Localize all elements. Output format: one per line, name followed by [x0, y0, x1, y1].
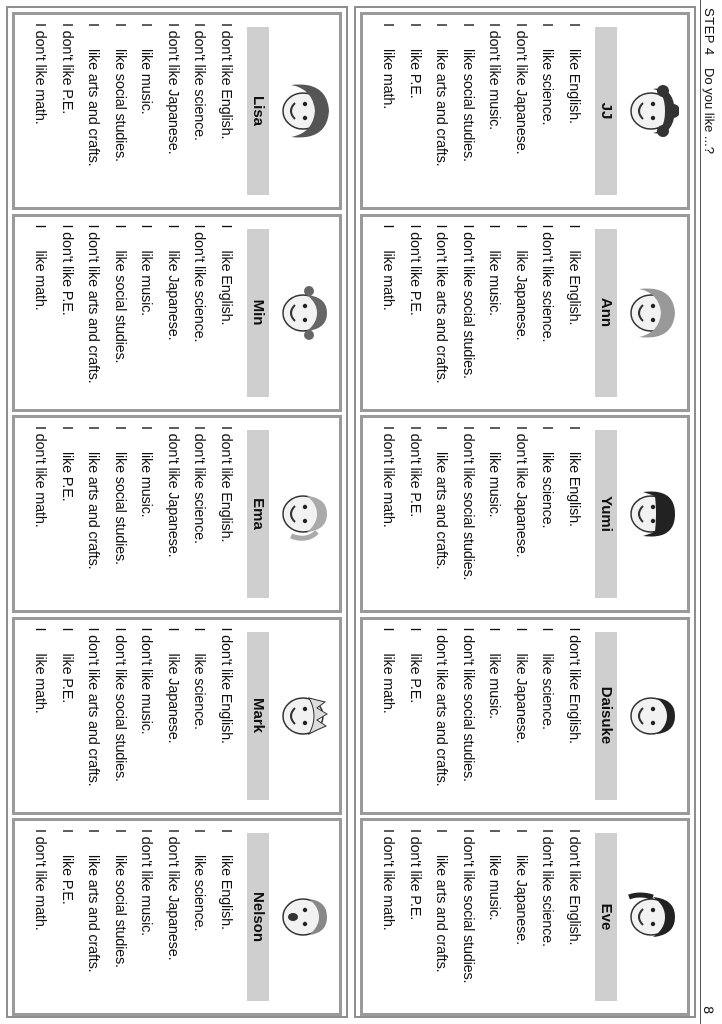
preference-line — [375, 628, 402, 808]
negative-pronoun: I don't — [433, 627, 450, 666]
wavy-hair-girl-face-icon — [627, 283, 679, 343]
preference-text: like arts and crafts. — [433, 669, 450, 787]
pronoun: I — [138, 426, 155, 430]
pronoun: I — [460, 23, 476, 27]
pronoun: I — [539, 23, 556, 27]
preference-line — [54, 628, 81, 808]
preference-list — [375, 23, 587, 203]
preference-text: like social studies. — [112, 855, 128, 968]
negative-pronoun: I don't — [513, 23, 529, 61]
negative-pronoun: I don't — [165, 23, 181, 61]
preference-text: like science. — [191, 653, 208, 730]
pronoun: I — [539, 426, 556, 430]
preference-line — [160, 426, 187, 606]
negative-pronoun: I don't — [59, 224, 75, 263]
pronoun: I — [85, 23, 102, 27]
preference-line — [534, 829, 561, 1009]
preference-list — [375, 829, 587, 1009]
preference-line — [375, 426, 402, 606]
profile-card-ema — [12, 415, 342, 613]
top-card-row — [354, 6, 696, 1018]
preference-line — [508, 628, 535, 808]
preference-text: like music. — [138, 49, 155, 115]
preference-line — [402, 225, 429, 405]
preference-line — [80, 23, 107, 203]
preference-line — [107, 225, 134, 405]
page-title: Do you like ...? — [702, 68, 717, 154]
pronoun: I — [513, 829, 529, 833]
preference-line — [455, 23, 482, 203]
preference-line — [561, 829, 588, 1009]
preference-line — [186, 426, 213, 606]
preference-line — [160, 628, 187, 808]
preference-text: like social studies. — [460, 669, 476, 782]
profile-card-ann — [360, 214, 690, 412]
pronoun: I — [32, 627, 49, 632]
pronoun: I — [165, 627, 181, 632]
preference-text: like English. — [566, 49, 582, 124]
negative-pronoun: I don't — [433, 224, 450, 263]
preference-line — [27, 225, 54, 405]
pronoun: I — [112, 23, 128, 27]
preference-text: like math. — [32, 64, 49, 125]
preference-text: like math. — [380, 49, 397, 110]
negative-pronoun: I don't — [460, 426, 476, 464]
negative-pronoun: I don't — [138, 829, 155, 867]
negative-pronoun: I don't — [460, 829, 476, 867]
preference-text: like Japanese. — [513, 653, 529, 744]
pronoun: I — [138, 23, 155, 27]
pronoun: I — [59, 829, 75, 833]
preference-text: like arts and crafts. — [433, 452, 450, 570]
bottom-card-row — [6, 6, 348, 1018]
pronoun: I — [112, 224, 128, 229]
bushy-hair-girl-face-icon — [279, 81, 331, 141]
pronoun: I — [85, 426, 102, 430]
preference-text: like social studies. — [460, 870, 476, 984]
preference-text: like English. — [566, 452, 582, 527]
negative-pronoun: I don't — [407, 829, 423, 867]
preference-text: like arts and crafts. — [85, 669, 102, 787]
preference-line — [508, 829, 535, 1009]
preference-line — [481, 225, 508, 405]
preference-list — [27, 829, 239, 1009]
preference-line — [213, 426, 240, 606]
preference-line — [481, 23, 508, 203]
preference-line — [561, 225, 588, 405]
preference-line — [27, 628, 54, 808]
preference-text: like Japanese. — [513, 64, 529, 155]
preference-line — [428, 426, 455, 606]
preference-line — [133, 426, 160, 606]
preference-list — [375, 225, 587, 405]
preference-text: like science. — [539, 870, 556, 947]
preference-line — [402, 23, 429, 203]
preference-line — [561, 628, 588, 808]
profile-card-eve — [360, 818, 690, 1016]
pronoun: I — [191, 829, 208, 833]
pronoun: I — [566, 426, 582, 430]
preference-text: like math. — [380, 250, 397, 311]
profile-card-daisuke — [360, 617, 690, 815]
preference-line — [80, 225, 107, 405]
preference-line — [54, 829, 81, 1009]
pronoun: I — [380, 23, 397, 27]
step-label: STEP 4 — [702, 8, 717, 56]
preference-line — [133, 23, 160, 203]
preference-line — [455, 225, 482, 405]
preference-line — [561, 426, 588, 606]
preference-line — [133, 829, 160, 1009]
preference-text: like P.E. — [407, 49, 423, 99]
preference-line — [27, 23, 54, 203]
negative-pronoun: I don't — [486, 23, 503, 61]
preference-line — [481, 426, 508, 606]
negative-pronoun: I don't — [165, 426, 181, 464]
card-name: Lisa — [247, 27, 269, 195]
pronoun: I — [486, 224, 503, 229]
preference-line — [508, 23, 535, 203]
preference-list — [27, 628, 239, 808]
negative-pronoun: I don't — [59, 23, 75, 61]
preference-text: like P.E. — [59, 855, 75, 905]
preference-text: like P.E. — [407, 653, 423, 704]
preference-line — [54, 225, 81, 405]
preference-text: like P.E. — [59, 653, 75, 704]
preference-line — [455, 829, 482, 1009]
preference-line — [534, 23, 561, 203]
preference-text: like science. — [539, 653, 556, 730]
preference-line — [428, 829, 455, 1009]
pronoun: I — [165, 224, 181, 229]
preference-line — [80, 829, 107, 1009]
preference-text: like arts and crafts. — [85, 452, 102, 570]
preference-line — [186, 628, 213, 808]
negative-pronoun: I don't — [539, 224, 556, 263]
preference-line — [160, 829, 187, 1009]
preference-text: like music. — [486, 452, 503, 518]
pronoun: I — [486, 829, 503, 833]
preference-text: like P.E. — [59, 452, 75, 502]
preference-line — [428, 628, 455, 808]
negative-pronoun: I don't — [460, 224, 476, 263]
preference-text: like arts and crafts. — [433, 266, 450, 384]
preference-text: like music. — [486, 64, 503, 130]
profile-card-nelson — [12, 818, 342, 1016]
preference-text: like social studies. — [460, 266, 476, 379]
preference-line — [133, 225, 160, 405]
preference-text: like English. — [218, 64, 234, 140]
profile-card-mark — [12, 617, 342, 815]
pronoun: I — [486, 627, 503, 632]
preference-text: like math. — [380, 653, 397, 714]
negative-pronoun: I don't — [32, 426, 49, 464]
preference-line — [54, 23, 81, 203]
pronoun: I — [433, 23, 450, 27]
preference-line — [213, 23, 240, 203]
preference-line — [481, 628, 508, 808]
page-header — [700, 0, 722, 1024]
card-name: Ann — [595, 229, 617, 397]
braided-hair-girl-face-icon — [627, 887, 679, 947]
preference-line — [508, 426, 535, 606]
pronoun: I — [407, 23, 423, 27]
negative-pronoun: I don't — [218, 23, 234, 61]
negative-pronoun: I don't — [191, 23, 208, 61]
preference-line — [186, 829, 213, 1009]
preference-line — [402, 426, 429, 606]
profile-card-yumi — [360, 415, 690, 613]
preference-text: like math. — [380, 467, 397, 528]
negative-pronoun: I don't — [32, 23, 49, 61]
preference-text: like science. — [191, 64, 208, 141]
preference-line — [402, 628, 429, 808]
profile-card-jj — [360, 12, 690, 210]
preference-text: like science. — [191, 266, 208, 343]
negative-pronoun: I don't — [407, 224, 423, 263]
preference-line — [107, 426, 134, 606]
preference-text: like science. — [539, 49, 556, 126]
preference-text: like English. — [218, 250, 234, 326]
preference-line — [481, 829, 508, 1009]
pronoun: I — [486, 426, 503, 430]
preference-line — [133, 628, 160, 808]
preference-text: like English. — [218, 855, 234, 930]
preference-list — [27, 426, 239, 606]
pronoun: I — [407, 627, 423, 632]
negative-pronoun: I don't — [32, 829, 49, 867]
preference-line — [455, 628, 482, 808]
preference-line — [375, 225, 402, 405]
pronoun: I — [539, 627, 556, 632]
preference-text: like arts and crafts. — [433, 855, 450, 973]
pigtail-girl-face-icon — [279, 283, 331, 343]
profile-card-min — [12, 214, 342, 412]
negative-pronoun: I don't — [165, 829, 181, 867]
preference-line — [80, 628, 107, 808]
preference-line — [508, 225, 535, 405]
header-divider — [700, 0, 701, 1024]
preference-text: like social studies. — [112, 49, 128, 162]
preference-text: like math. — [32, 250, 49, 311]
preference-text: like P.E. — [407, 467, 423, 518]
preference-text: like P.E. — [59, 64, 75, 115]
card-name: Daisuke — [595, 632, 617, 800]
preference-text: like math. — [32, 467, 49, 528]
preference-line — [213, 225, 240, 405]
preference-line — [80, 426, 107, 606]
card-name: JJ — [595, 27, 617, 195]
profile-card-lisa — [12, 12, 342, 210]
preference-text: like P.E. — [407, 266, 423, 316]
preference-text: like English. — [218, 467, 234, 543]
preference-text: like social studies. — [460, 49, 476, 162]
preference-text: like Japanese. — [165, 467, 181, 558]
card-name: Mark — [247, 632, 269, 800]
preference-line — [561, 23, 588, 203]
preference-text: like arts and crafts. — [85, 266, 102, 384]
preference-line — [402, 829, 429, 1009]
negative-pronoun: I don't — [85, 224, 102, 263]
pronoun: I — [380, 224, 397, 229]
negative-pronoun: I don't — [407, 426, 423, 464]
pronoun: I — [32, 224, 49, 229]
page-number: 8 — [701, 1006, 717, 1014]
preference-text: like music. — [486, 855, 503, 921]
pronoun: I — [59, 627, 75, 632]
preference-line — [375, 23, 402, 203]
negative-pronoun: I don't — [218, 426, 234, 464]
negative-pronoun: I don't — [380, 426, 397, 464]
preference-line — [160, 225, 187, 405]
preference-line — [455, 426, 482, 606]
negative-pronoun: I don't — [566, 829, 582, 867]
preference-text: like social studies. — [112, 250, 128, 364]
preference-list — [27, 225, 239, 405]
preference-text: like music. — [138, 669, 155, 735]
preference-text: like English. — [218, 669, 234, 744]
preference-text: like English. — [566, 669, 582, 744]
preference-text: like P.E. — [407, 870, 423, 921]
preference-text: like social studies. — [460, 467, 476, 581]
negative-pronoun: I don't — [218, 627, 234, 666]
negative-pronoun: I don't — [380, 829, 397, 867]
ponytail-girl-face-icon — [279, 484, 331, 544]
card-name: Yumi — [595, 430, 617, 598]
pronoun: I — [191, 627, 208, 632]
pronoun: I — [218, 829, 234, 833]
pronoun: I — [138, 224, 155, 229]
preference-text: like P.E. — [59, 266, 75, 316]
negative-pronoun: I don't — [513, 426, 529, 464]
preference-line — [375, 829, 402, 1009]
preference-list — [375, 426, 587, 606]
preference-text: like music. — [138, 250, 155, 316]
preference-line — [186, 23, 213, 203]
preference-list — [375, 628, 587, 808]
pronoun: I — [59, 426, 75, 430]
preference-text: like math. — [32, 653, 49, 714]
bob-hair-girl-face-icon — [627, 484, 679, 544]
short-hair-boy-face-icon — [627, 686, 679, 746]
preference-line — [107, 829, 134, 1009]
pronoun: I — [513, 627, 529, 632]
preference-text: like math. — [380, 870, 397, 931]
spiky-hair-boy-face-icon — [279, 686, 331, 746]
negative-pronoun: I don't — [191, 224, 208, 263]
preference-text: like music. — [138, 870, 155, 936]
pronoun: I — [112, 426, 128, 430]
preference-line — [213, 829, 240, 1009]
preference-line — [107, 23, 134, 203]
pronoun: I — [433, 829, 450, 833]
pronoun: I — [566, 224, 582, 229]
preference-text: like science. — [191, 467, 208, 544]
negative-pronoun: I don't — [112, 627, 128, 666]
pronoun: I — [218, 224, 234, 229]
negative-pronoun: I don't — [191, 426, 208, 464]
preference-text: like music. — [138, 452, 155, 518]
card-name: Eve — [595, 833, 617, 1001]
preference-line — [428, 225, 455, 405]
preference-line — [160, 23, 187, 203]
curly-hair-boy-face-icon — [627, 81, 679, 141]
preference-text: like social studies. — [112, 452, 128, 565]
preference-line — [534, 628, 561, 808]
surprised-boy-face-icon — [279, 887, 331, 947]
preference-line — [27, 829, 54, 1009]
negative-pronoun: I don't — [85, 627, 102, 666]
preference-line — [107, 628, 134, 808]
preference-text: like Japanese. — [513, 855, 529, 945]
pronoun: I — [433, 426, 450, 430]
negative-pronoun: I don't — [566, 627, 582, 666]
preference-text: like English. — [566, 870, 582, 946]
preference-text: like Japanese. — [165, 870, 181, 961]
preference-text: like math. — [32, 870, 49, 931]
pronoun: I — [566, 23, 582, 27]
preference-text: like Japanese. — [513, 467, 529, 558]
preference-text: like science. — [539, 266, 556, 343]
card-name: Ema — [247, 430, 269, 598]
preference-line — [27, 426, 54, 606]
negative-pronoun: I don't — [539, 829, 556, 867]
preference-line — [186, 225, 213, 405]
preference-line — [54, 426, 81, 606]
preference-line — [428, 23, 455, 203]
preference-line — [534, 426, 561, 606]
preference-text: like English. — [566, 250, 582, 326]
preference-text: like arts and crafts. — [85, 49, 102, 167]
preference-text: like Japanese. — [165, 64, 181, 155]
preference-text: like Japanese. — [165, 653, 181, 744]
pronoun: I — [513, 224, 529, 229]
preference-line — [534, 225, 561, 405]
preference-text: like science. — [191, 855, 208, 932]
pronoun: I — [112, 829, 128, 833]
preference-text: like social studies. — [112, 669, 128, 782]
pronoun: I — [85, 829, 102, 833]
preference-text: like arts and crafts. — [433, 49, 450, 167]
preference-text: like music. — [486, 653, 503, 719]
preference-text: like Japanese. — [513, 250, 529, 341]
card-name: Nelson — [247, 833, 269, 1001]
preference-list — [27, 23, 239, 203]
preference-line — [213, 628, 240, 808]
pronoun: I — [380, 627, 397, 632]
preference-text: like science. — [539, 452, 556, 529]
preference-text: like arts and crafts. — [85, 855, 102, 973]
negative-pronoun: I don't — [460, 627, 476, 666]
preference-text: like music. — [486, 250, 503, 316]
preference-text: like Japanese. — [165, 250, 181, 341]
negative-pronoun: I don't — [138, 627, 155, 666]
card-name: Min — [247, 229, 269, 397]
